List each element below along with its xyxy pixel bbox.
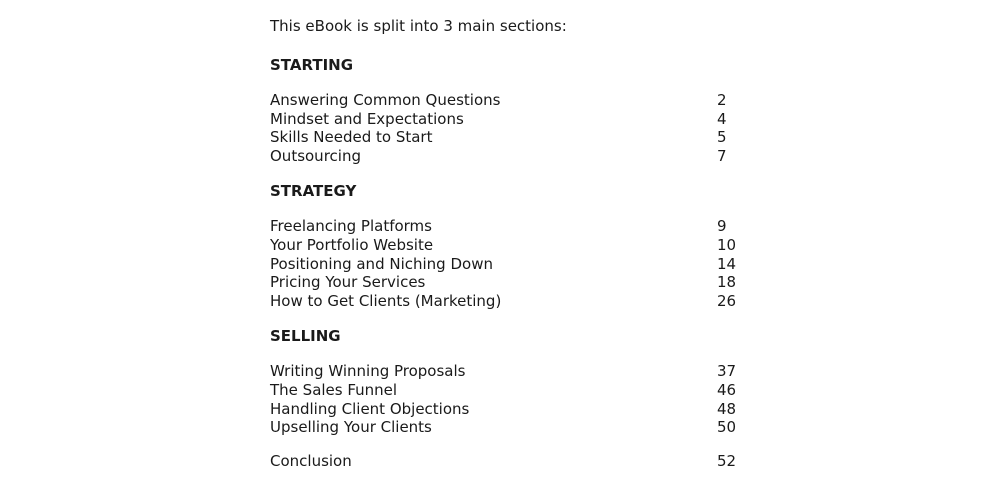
toc-page-number: 2 <box>717 91 727 109</box>
toc-page-number: 48 <box>717 399 737 418</box>
toc-row <box>270 128 750 147</box>
toc-title: Upselling Your Clients <box>270 418 432 437</box>
toc-row <box>270 292 750 311</box>
toc-page-number: 18 <box>717 273 737 292</box>
toc-row <box>270 381 750 400</box>
section-heading-strategy: STRATEGY <box>270 182 357 201</box>
toc-page-number: 7 <box>717 146 727 165</box>
section-list-starting <box>270 91 750 165</box>
toc-row <box>270 362 750 381</box>
toc-title: Freelancing Platforms <box>270 217 432 236</box>
toc-row <box>270 91 750 110</box>
toc-page-number: 52 <box>717 451 737 470</box>
toc-row <box>270 418 750 437</box>
section-list-selling <box>270 362 750 436</box>
toc-title: Positioning and Niching Down <box>270 254 493 273</box>
toc-page-number: 14 <box>717 254 737 273</box>
toc-page-number: 26 <box>717 291 737 310</box>
toc-row <box>270 236 750 255</box>
toc-row <box>270 217 750 236</box>
toc-title: How to Get Clients (Marketing) <box>270 291 502 310</box>
toc-page-number: 46 <box>717 380 737 399</box>
section-heading-starting: STARTING <box>270 56 354 74</box>
toc-row-conclusion <box>270 452 750 471</box>
toc-title: The Sales Funnel <box>270 380 398 399</box>
toc-title: Your Portfolio Website <box>270 235 434 254</box>
section-heading-selling: SELLING <box>270 327 341 346</box>
toc-title: Pricing Your Services <box>270 273 426 292</box>
toc-row <box>270 400 750 419</box>
conclusion-list <box>270 452 750 471</box>
toc-title: Answering Common Questions <box>270 91 501 109</box>
toc-page-number: 4 <box>717 109 727 128</box>
toc-row <box>270 147 750 166</box>
section-list-strategy <box>270 217 750 310</box>
toc-title: Conclusion <box>270 451 352 470</box>
toc-page-number: 5 <box>717 128 727 147</box>
toc-row <box>270 273 750 292</box>
toc-row <box>270 110 750 129</box>
toc-row <box>270 255 750 274</box>
toc-page-number: 10 <box>717 235 737 254</box>
intro-text: This eBook is split into 3 main sections: <box>270 17 567 35</box>
table-of-contents <box>270 54 750 485</box>
toc-title: Skills Needed to Start <box>270 128 433 147</box>
toc-title: Outsourcing <box>270 146 361 165</box>
toc-title: Writing Winning Proposals <box>270 362 466 381</box>
toc-title: Handling Client Objections <box>270 399 470 418</box>
toc-title: Mindset and Expectations <box>270 109 464 128</box>
toc-page-number: 9 <box>717 217 727 236</box>
toc-page-number: 37 <box>717 362 737 381</box>
toc-page-number: 50 <box>717 418 737 437</box>
